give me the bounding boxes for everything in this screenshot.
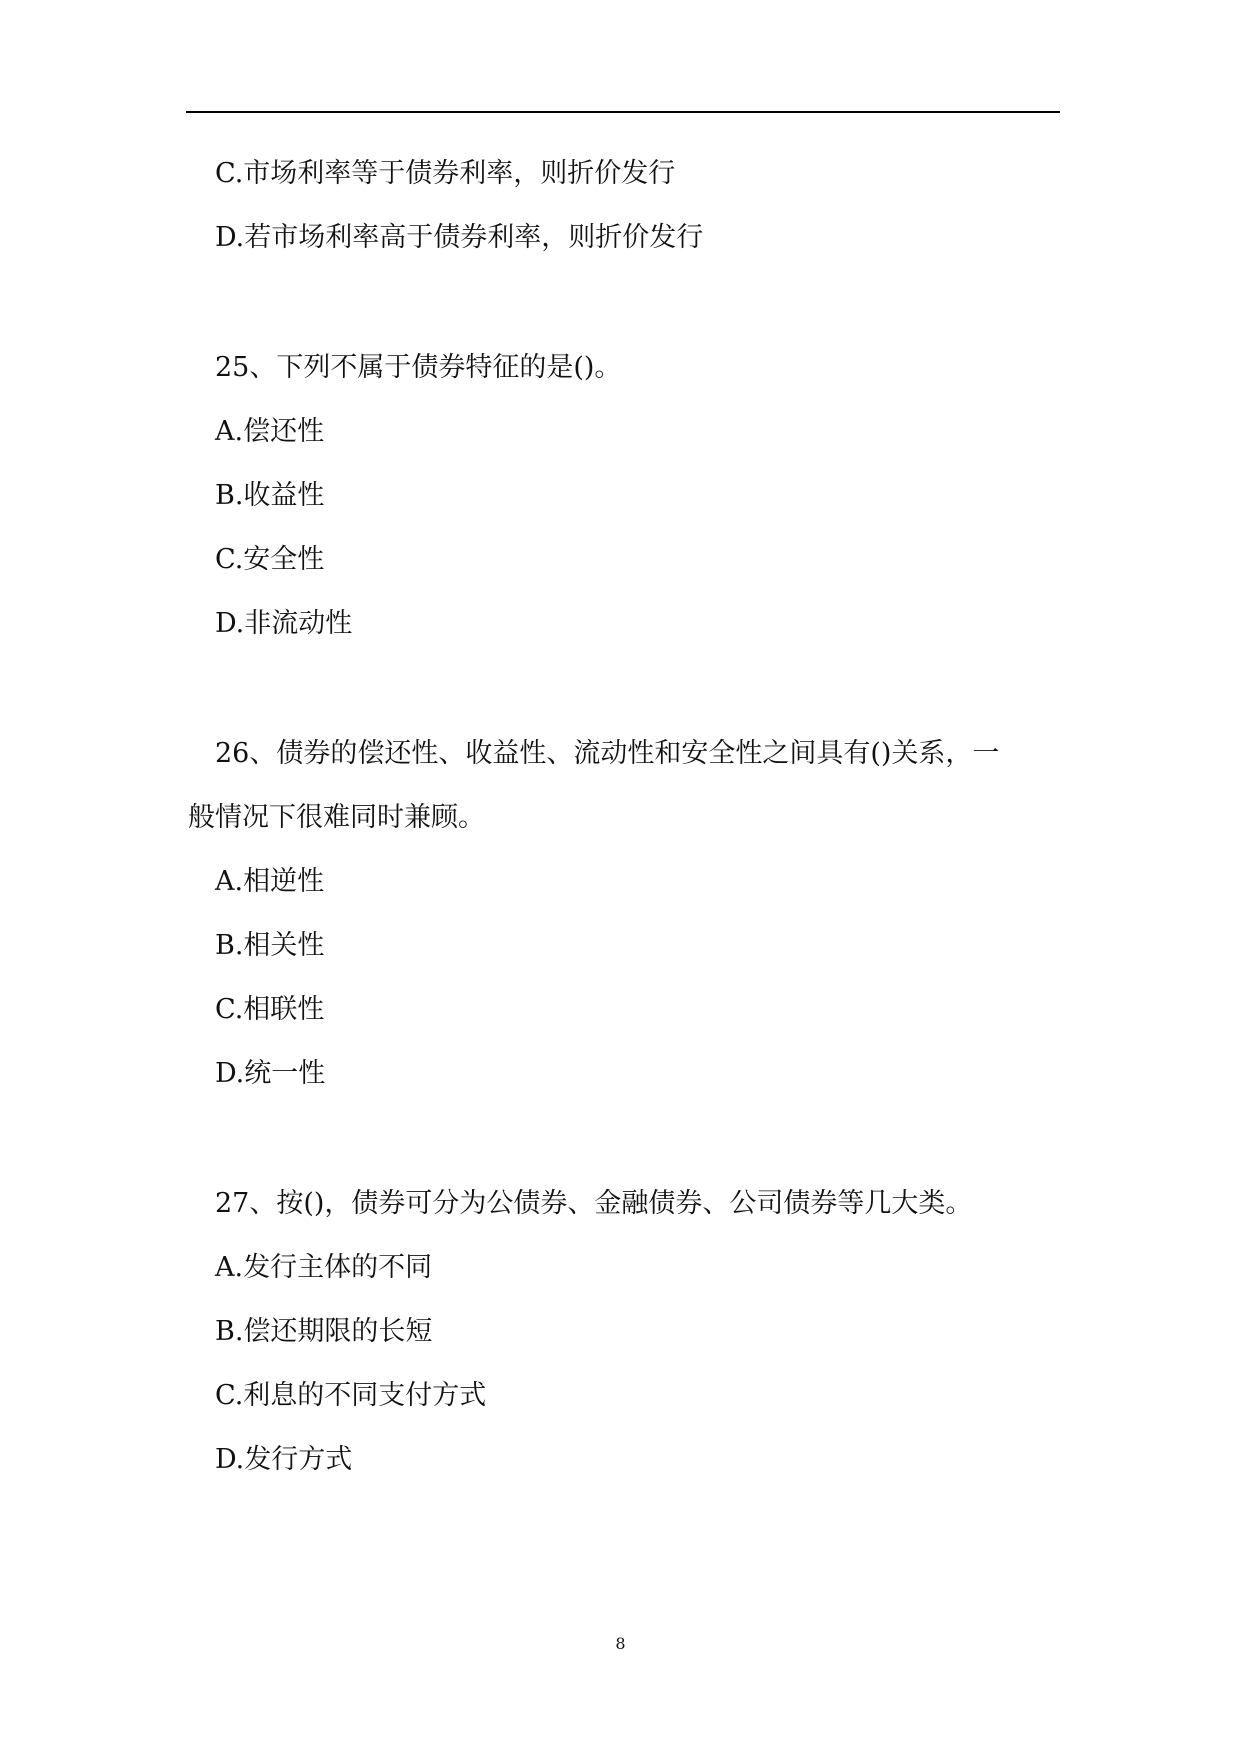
question-stem-continued: 般情况下很难同时兼顾。 — [188, 802, 485, 833]
option-c: C.安全性 — [215, 544, 325, 575]
question-26 — [188, 722, 1060, 1106]
option-b: B.相关性 — [215, 930, 325, 961]
document-body — [188, 142, 1060, 1492]
question-stem: 26、债券的偿还性、收益性、流动性和安全性之间具有()关系，一 — [215, 738, 1000, 769]
option-a: A.偿还性 — [215, 416, 325, 447]
question-stem: 27、按()，债券可分为公债券、金融债券、公司债券等几大类。 — [215, 1188, 973, 1219]
option-a: A.相逆性 — [215, 866, 325, 897]
header-rule — [186, 111, 1060, 113]
question-25 — [188, 336, 1060, 656]
option-c: C.利息的不同支付方式 — [215, 1380, 487, 1411]
option-c: C.相联性 — [215, 994, 325, 1025]
option-d: D.非流动性 — [215, 608, 353, 639]
prev-question-options — [188, 142, 1060, 270]
question-stem: 25、下列不属于债券特征的是()。 — [215, 352, 622, 383]
option-b: B.偿还期限的长短 — [215, 1316, 433, 1347]
question-27 — [188, 1172, 1060, 1492]
option-d: D.发行方式 — [215, 1444, 353, 1475]
option-b: B.收益性 — [215, 480, 325, 511]
option-a: A.发行主体的不同 — [215, 1252, 433, 1283]
page-number: 8 — [615, 1634, 626, 1653]
option-c: C.市场利率等于债券利率，则折价发行 — [215, 158, 676, 189]
option-d: D.统一性 — [215, 1058, 326, 1089]
option-d: D.若市场利率高于债券利率，则折价发行 — [215, 222, 704, 253]
